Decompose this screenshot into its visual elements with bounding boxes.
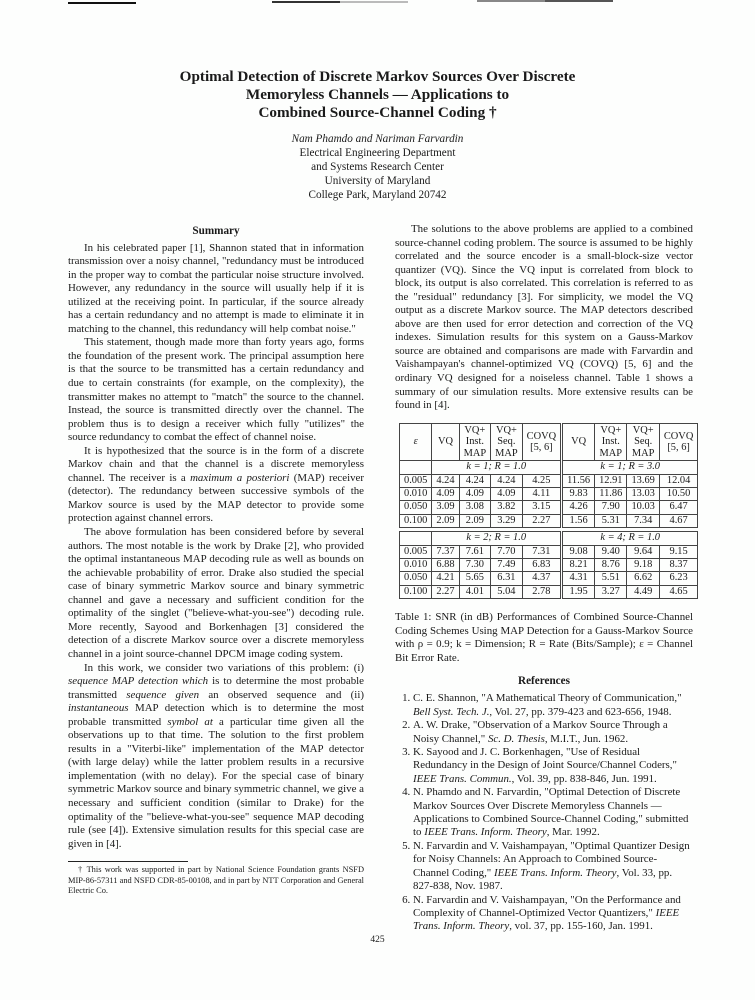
snr-cell: 4.09 <box>459 488 491 501</box>
snr-cell: 2.78 <box>522 585 561 598</box>
snr-cell: 3.82 <box>491 501 523 514</box>
snr-cell: 2.27 <box>522 514 561 527</box>
snr-cell: 1.56 <box>562 514 595 527</box>
snr-cell: 5.04 <box>491 585 523 598</box>
snr-cell: 5.65 <box>459 572 491 585</box>
error-rate-cell: 0.050 <box>400 501 432 514</box>
scan-artifact <box>272 1 340 3</box>
snr-cell: 3.29 <box>491 514 523 527</box>
left-column <box>68 225 364 896</box>
snr-cell: 3.09 <box>432 501 459 514</box>
affiliation-line: Electrical Engineering Department <box>299 147 456 159</box>
group-label-left: k = 2; R = 1.0 <box>432 532 562 545</box>
table-caption: Table 1: SNR (in dB) Performances of Combined Source-Channel Coding Schemes Using MAP Detection for a Gauss-Markov Source with ρ = 0.9; k = Dimension; R = Rate (Bits/Sample); ε = Channel Bit Error Rate. <box>395 611 693 664</box>
snr-cell: 9.64 <box>627 545 659 558</box>
title-line: Memoryless Channels — Applications to <box>245 86 510 103</box>
table-row <box>400 501 698 514</box>
snr-cell: 7.37 <box>432 545 459 558</box>
group-label-right: k = 1; R = 3.0 <box>562 461 698 474</box>
snr-cell: 4.11 <box>522 488 561 501</box>
snr-cell: 4.37 <box>522 572 561 585</box>
snr-cell: 6.88 <box>432 559 459 572</box>
snr-cell: 9.08 <box>562 545 595 558</box>
paper-title <box>0 68 755 122</box>
table-row <box>400 545 698 558</box>
scan-artifact <box>340 1 408 3</box>
snr-cell: 4.01 <box>459 585 491 598</box>
table-row <box>400 488 698 501</box>
error-rate-cell: 0.010 <box>400 559 432 572</box>
snr-cell: 8.76 <box>595 559 627 572</box>
title-line: Optimal Detection of Discrete Markov Sources Over Discrete <box>179 68 576 85</box>
body-paragraph: The solutions to the above problems are applied to a combined source-channel coding problem. The source is assumed to be highly correlated and the source encoder is a small-block-size vector quantizer (VQ). Since the VQ input is correlated from block to block, its output is also correlated. This correlation is referred to as the "residual" redundancy [3]. For simplicity, we model the VQ output as a discrete Markov source. The MAP detectors described above are then used for error detection and correction of the VQ indexes. Simulation results for this system on a Gauss-Markov source are obtained and comparisons are made with Farvardin and Vaishampayan's channel-optimized VQ (COVQ) [5, 6] and the ordinary VQ designed for a noiseless channel. Table 1 shows a summary of our simulation results. More extensive results can be found in [4]. <box>395 223 693 412</box>
snr-cell: 3.15 <box>522 501 561 514</box>
group-label-row <box>400 461 698 474</box>
snr-cell: 3.08 <box>459 501 491 514</box>
snr-cell: 8.21 <box>562 559 595 572</box>
snr-cell: 6.83 <box>522 559 561 572</box>
error-rate-cell: 0.100 <box>400 514 432 527</box>
snr-cell: 9.83 <box>562 488 595 501</box>
summary-paragraph: In this work, we consider two variations of this problem: (i) sequence MAP detection which is to determine the most probable transmitted sequence given an observed sequence and (ii) instantaneous MAP detection which is to determine the most probable transmitted symbol at a particular time given all the observations up to that time. The solution to the first problem results in a "Viterbi-like" implementation of the MAP detector (with large delay) while the latter problem results in a recursive implementation (with no delay). For the special case of binary symmetric Markov source and binary symmetric channel, we give a necessary and sufficient condition (similar to Drake) for the optimality of the "believe-what-you-see" sequence MAP decoding rule (see [4]). Extensive simulation results for this special case are given in [4]. <box>68 661 365 850</box>
summary-paragraph: In his celebrated paper [1], Shannon stated that in information transmission over a noisy channel, "redundancy must be introduced in the proper way to combat the particular noise structure involved. However, any redundancy in the source will usually help if it is utilized at the receiving point. In particular, if the source already has a certain redundancy and no attempt is made to eliminate it in matching to the channel, this redundancy will help combat noise." <box>68 241 364 335</box>
scan-artifact <box>477 0 545 2</box>
snr-cell: 1.95 <box>562 585 595 598</box>
column-header: ε <box>400 424 432 461</box>
table-row <box>400 585 698 598</box>
title-line: Combined Source-Channel Coding † <box>258 104 497 121</box>
snr-cell: 10.03 <box>627 501 659 514</box>
empty-cell <box>400 532 432 545</box>
group-label-right: k = 4; R = 1.0 <box>562 532 698 545</box>
scan-artifact <box>545 0 613 2</box>
snr-cell: 7.90 <box>595 501 627 514</box>
footnote: † This work was supported in part by National Science Foundation grants NSFD MIP-86-57311 and NSFD CDR-85-00108, and in part by NTT Corporation and General Electric Co. <box>68 865 364 895</box>
reference-item: 4. N. Phamdo and N. Farvardin, "Optimal Detection of Discrete Markov Sources Over Discrete Memoryless Channels — Applications to Combined Source-Channel Coding," submitted to IEEE Trans. Inform. Theory, Mar. 1992. <box>413 786 693 840</box>
snr-cell: 10.50 <box>659 488 697 501</box>
snr-cell: 7.70 <box>491 545 523 558</box>
affiliation-line: College Park, Maryland 20742 <box>308 189 447 201</box>
error-rate-cell: 0.005 <box>400 545 432 558</box>
column-header: COVQ [5, 6] <box>522 424 561 461</box>
table-row <box>400 572 698 585</box>
snr-cell: 7.30 <box>459 559 491 572</box>
table-row <box>400 514 698 527</box>
snr-cell: 7.49 <box>491 559 523 572</box>
snr-cell: 11.86 <box>595 488 627 501</box>
empty-cell <box>400 461 432 474</box>
summary-heading: Summary <box>192 225 240 237</box>
snr-cell: 5.31 <box>595 514 627 527</box>
error-rate-cell: 0.050 <box>400 572 432 585</box>
snr-cell: 9.15 <box>659 545 697 558</box>
summary-paragraph: This statement, though made more than forty years ago, forms the foundation of the present work. The principal assumption here is that the source to be transmitted has a certain redundancy and due to certain constraints (for example, on the complexity), the transmitter makes no attempt to "match" the source to the channel. Instead, the source is transmitted directly over the channel. The problem thus is to design a receiver which fully "utilizes" the source redundancy to combat the effect of channel noise. <box>68 336 364 444</box>
column-header: VQ+ Seq. MAP <box>491 424 523 461</box>
snr-cell: 13.03 <box>627 488 659 501</box>
snr-cell: 6.62 <box>627 572 659 585</box>
reference-item: 3. K. Sayood and J. C. Borkenhagen, "Use of Residual Redundancy in the Design of Joint Source/Channel Coders," IEEE Trans. Commun., Vol. 39, pp. 838-846, Jun. 1991. <box>413 746 693 786</box>
snr-cell: 2.09 <box>459 514 491 527</box>
group-label-left: k = 1; R = 1.0 <box>432 461 562 474</box>
snr-cell: 4.67 <box>659 514 697 527</box>
reference-item: 1. C. E. Shannon, "A Mathematical Theory of Communication," Bell Syst. Tech. J., Vol. 27, pp. 379-423 and 623-656, 1948. <box>413 692 693 719</box>
snr-cell: 5.51 <box>595 572 627 585</box>
snr-cell: 4.09 <box>432 488 459 501</box>
table-header-row <box>400 424 698 461</box>
snr-cell: 4.31 <box>562 572 595 585</box>
reference-list <box>395 692 693 933</box>
snr-cell: 4.24 <box>491 474 523 487</box>
snr-cell: 4.24 <box>432 474 459 487</box>
references-heading: References <box>518 675 570 687</box>
snr-cell: 9.40 <box>595 545 627 558</box>
column-header: VQ+ Inst. MAP <box>459 424 491 461</box>
snr-cell: 6.23 <box>659 572 697 585</box>
column-header: COVQ [5, 6] <box>659 424 697 461</box>
column-header: VQ+ Inst. MAP <box>595 424 627 461</box>
affiliation-line: University of Maryland <box>324 175 431 187</box>
snr-cell: 7.61 <box>459 545 491 558</box>
column-header: VQ <box>432 424 459 461</box>
snr-cell: 11.56 <box>562 474 595 487</box>
reference-item: 2. A. W. Drake, "Observation of a Markov Source Through a Noisy Channel," Sc. D. Thesis, M.I.T., Jun. 1962. <box>413 719 693 746</box>
snr-cell: 4.21 <box>432 572 459 585</box>
snr-cell: 4.09 <box>491 488 523 501</box>
snr-cell: 9.18 <box>627 559 659 572</box>
reference-item: 6. N. Farvardin and V. Vaishampayan, "On the Performance and Complexity of Channel-Optimized Vector Quantizers," IEEE Trans. Inform. Theory, vol. 37, pp. 155-160, Jan. 1991. <box>413 894 693 934</box>
snr-cell: 12.91 <box>595 474 627 487</box>
snr-cell: 6.31 <box>491 572 523 585</box>
right-column <box>395 223 693 413</box>
table-row <box>400 474 698 487</box>
snr-cell: 3.27 <box>595 585 627 598</box>
results-table <box>399 423 698 599</box>
reference-item: 5. N. Farvardin and V. Vaishampayan, "Optimal Quantizer Design for Noisy Channels: An Approach to Combined Source-Channel Coding," IEEE Trans. Inform. Theory, Vol. 33, pp. 827-838, Nov. 1987. <box>413 840 693 894</box>
snr-cell: 4.26 <box>562 501 595 514</box>
author-block <box>0 132 755 202</box>
group-label-row <box>400 532 698 545</box>
error-rate-cell: 0.005 <box>400 474 432 487</box>
snr-cell: 2.27 <box>432 585 459 598</box>
snr-cell: 8.37 <box>659 559 697 572</box>
column-header: VQ <box>562 424 595 461</box>
snr-cell: 7.31 <box>522 545 561 558</box>
snr-cell: 4.25 <box>522 474 561 487</box>
snr-cell: 13.69 <box>627 474 659 487</box>
snr-cell: 7.34 <box>627 514 659 527</box>
author-names: Nam Phamdo and Nariman Farvardin <box>291 133 464 145</box>
references-section <box>395 675 693 934</box>
snr-cell: 6.47 <box>659 501 697 514</box>
snr-cell: 2.09 <box>432 514 459 527</box>
table-row <box>400 559 698 572</box>
snr-cell: 4.65 <box>659 585 697 598</box>
snr-cell: 12.04 <box>659 474 697 487</box>
error-rate-cell: 0.010 <box>400 488 432 501</box>
error-rate-cell: 0.100 <box>400 585 432 598</box>
column-header: VQ+ Seq. MAP <box>627 424 659 461</box>
scan-artifact <box>68 2 136 4</box>
page-number: 425 <box>370 935 385 945</box>
summary-paragraph: The above formulation has been considered before by several authors. The most notable is the work by Drake [2], who provided the optimal instantaneous MAP decoding rule as well as bounds on the achievable probability of error. Drake also studied the special case of binary symmetric Markov source and binary symmetric channel and gave a necessary and sufficient condition for the optimality of the singlet ("believe-what-you-see") decoding rule. More recently, Sayood and Borkenhagen [3] considered the detection of a discrete Markov source over a discrete memoryless channel in a joint source-channel DPCM image coding system. <box>68 526 364 660</box>
summary-paragraph: It is hypothesized that the source is in the form of a discrete Markov chain and that the channel is a discrete memoryless channel. The receiver is a maximum a posteriori (MAP) receiver (detector). The redundancy between successive symbols of the Markov source is used by the MAP detector to provide some protection against channel errors. <box>68 444 365 525</box>
paper-header <box>0 68 755 202</box>
affiliation-line: and Systems Research Center <box>311 161 444 173</box>
snr-cell: 4.49 <box>627 585 659 598</box>
snr-cell: 4.24 <box>459 474 491 487</box>
footnote-divider <box>68 861 188 862</box>
